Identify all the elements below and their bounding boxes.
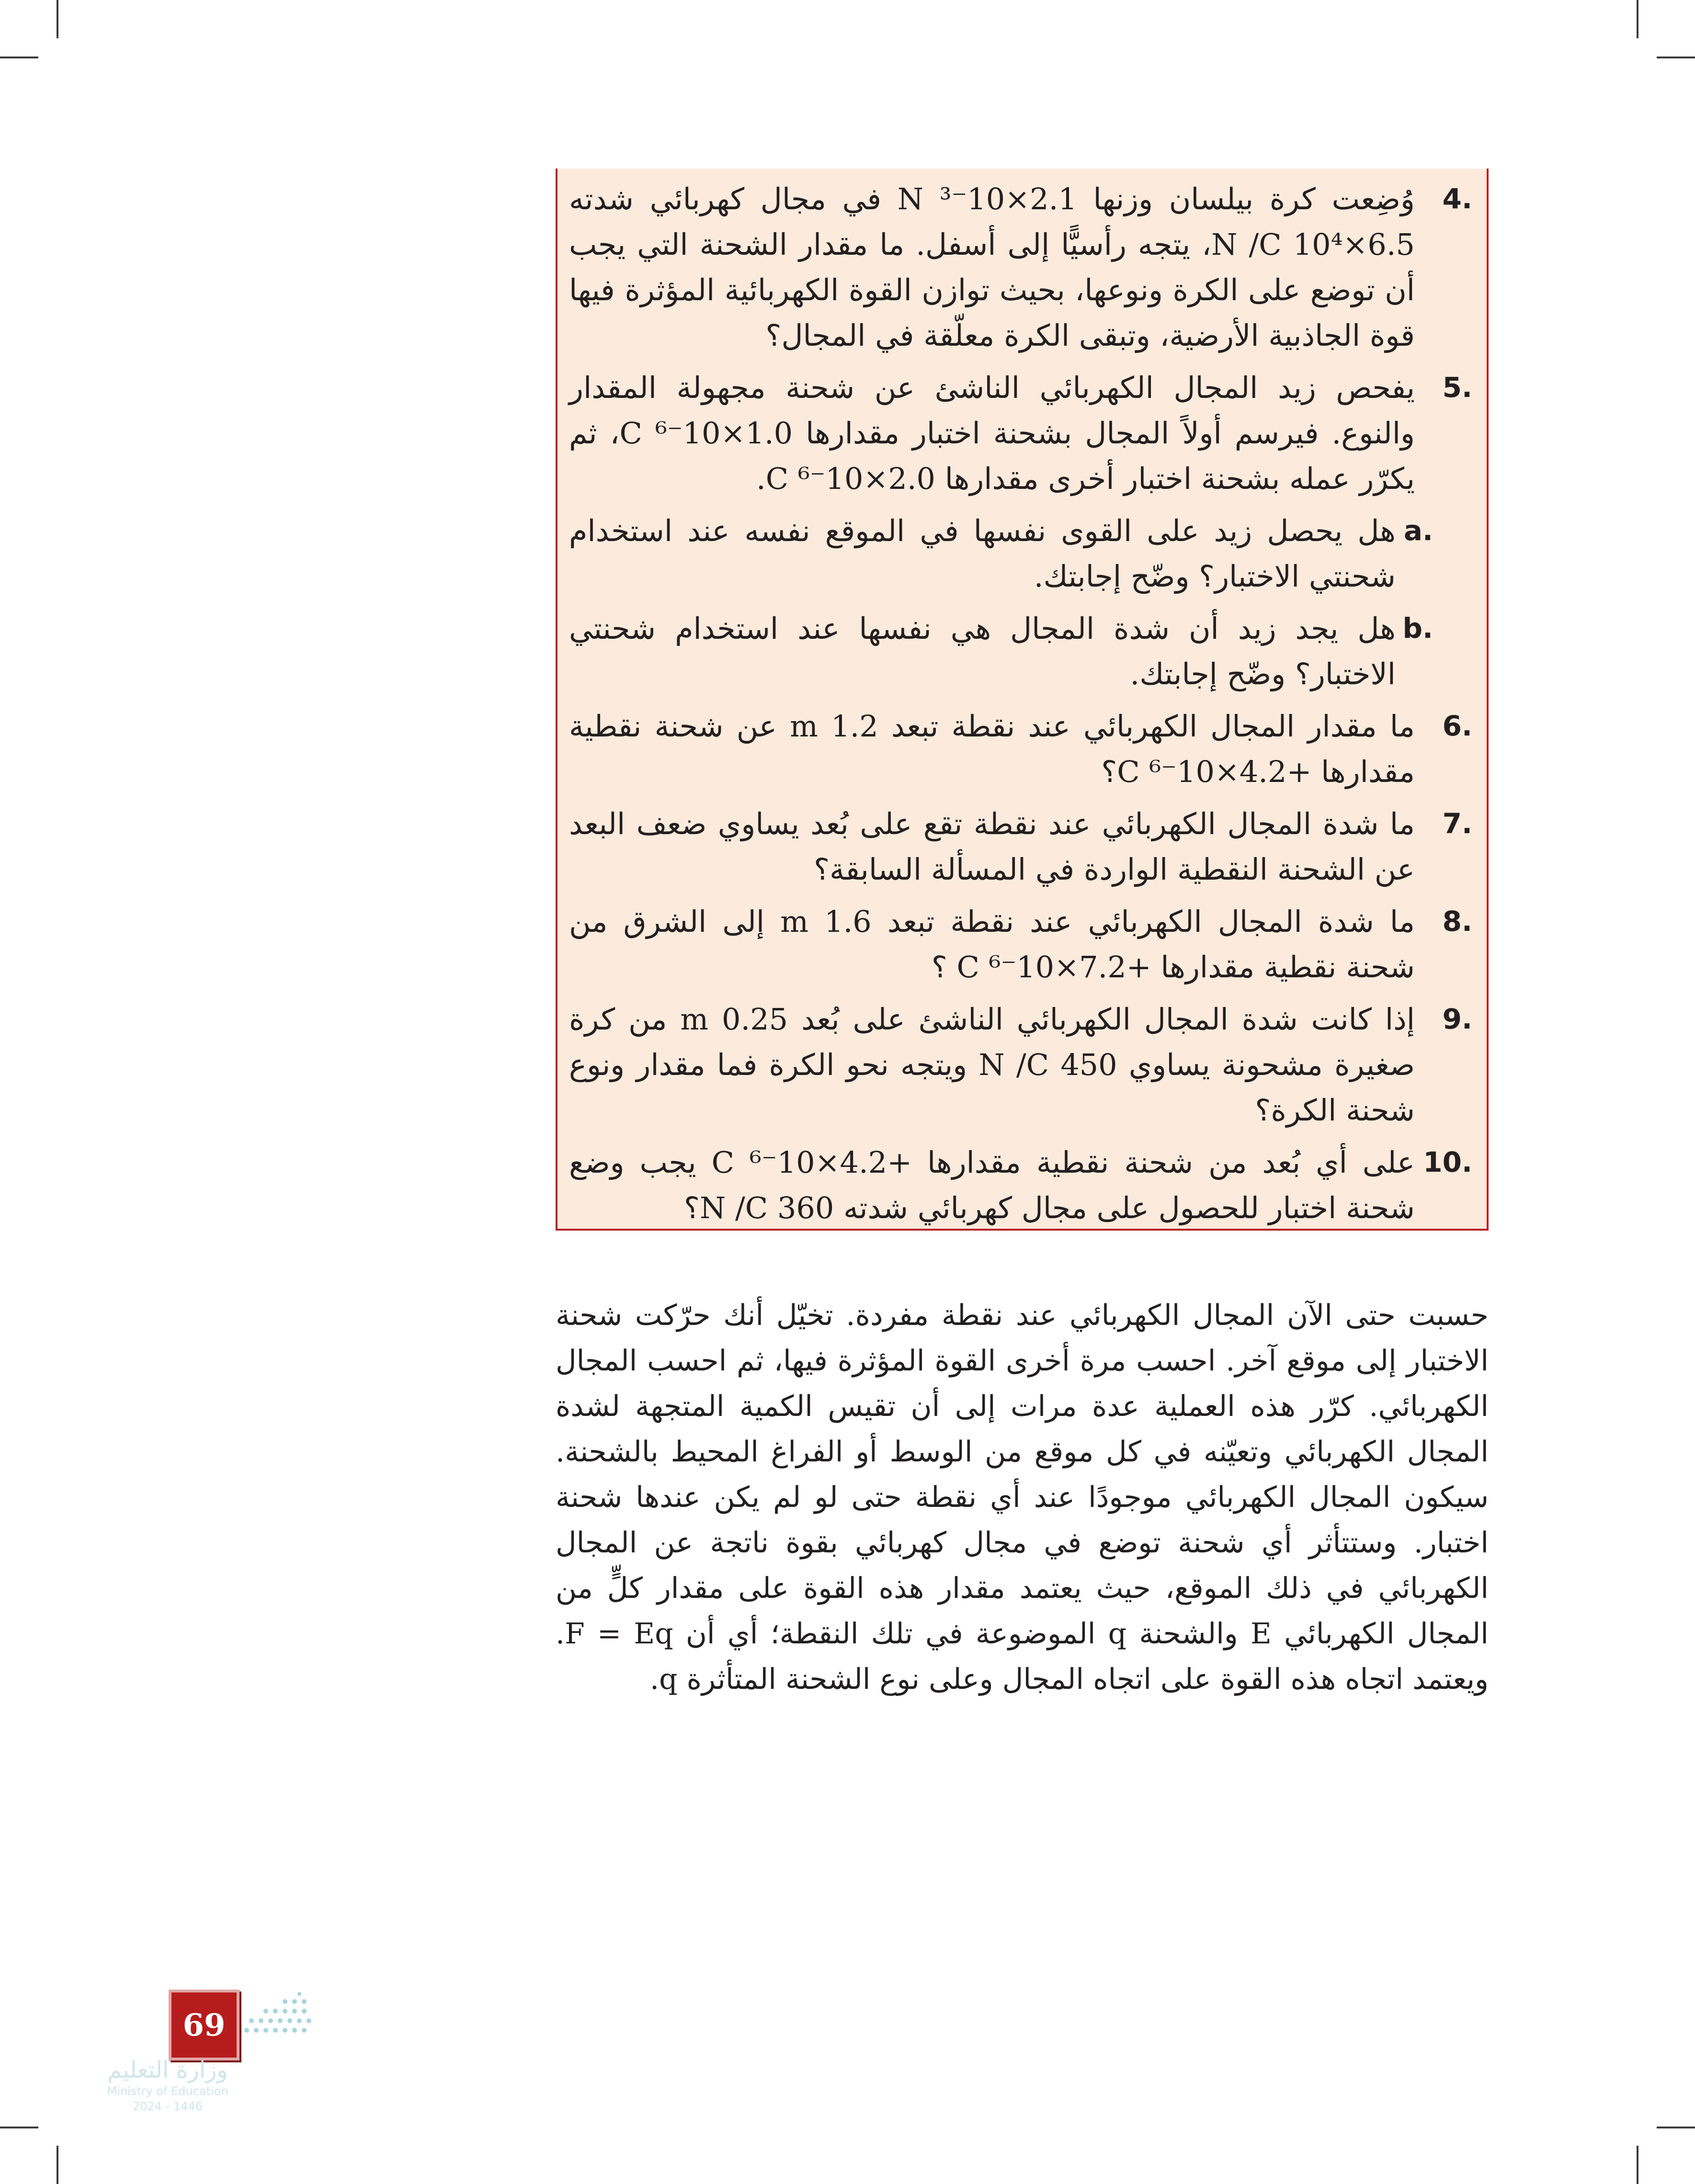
problem-number: 9. <box>1442 1003 1472 1035</box>
problem-number: 4. <box>1442 182 1472 215</box>
problem-number: 7. <box>1442 807 1472 840</box>
problem-item <box>569 176 1472 358</box>
crop-mark <box>57 2146 58 2184</box>
problem-text: وُضِعت كرة بيلسان وزنها 2.1×10⁻³ N في مجال كهربائي شدته 6.5×10⁴ N /C، يتجه رأسيًّا إلى أسفل. ما مقدار الشحنة التي يجب أن توضع على الكرة ونوعها، بحيث توازن القوة الكهربائية المؤثرة فيها قوة الجاذبية الأرضية، وتبقى الكرة معلّقة في المجال؟ <box>569 181 1415 353</box>
sub-problem-letter: a. <box>1403 514 1433 547</box>
problem-item <box>569 703 1472 794</box>
ministry-logo-dots-icon <box>242 1992 314 2040</box>
problem-number: 8. <box>1442 905 1472 938</box>
page-number: 69 <box>182 2007 226 2043</box>
ministry-name-english: Ministry of Education <box>107 2084 228 2098</box>
crop-mark <box>57 0 58 38</box>
body-paragraph <box>556 1293 1489 1702</box>
problem-text: ما شدة المجال الكهربائي عند نقطة تقع على بُعد يساوي ضعف البعد عن الشحنة النقطية الواردة في المسألة السابقة؟ <box>569 806 1415 887</box>
body-paragraph-text: حسبت حتى الآن المجال الكهربائي عند نقطة مفردة. تخيّل أنك حرّكت شحنة الاختبار إلى موقع آخر. احسب مرة أخرى القوة المؤثرة فيها، ثم احسب المجال الكهربائي. كرّر هذه العملية عدة مرات إلى أن تقيس الكمية المتجهة لشدة المجال الكهربائي وتعيّنه في كل موقع من الوسط أو الفراغ المحيط بالشحنة. سيكون المجال الكهربائي موجودًا عند أي نقطة حتى لو لم يكن عندها شحنة اختبار. وستتأثر أي شحنة توضع في مجال كهربائي بقوة ناتجة عن المجال الكهربائي في ذلك الموقع، حيث يعتمد مقدار هذه القوة على مقدار كلٍّ من المجال الكهربائي E والشحنة q الموضوعة في تلك النقطة؛ أي أن F = Eq. ويعتمد اتجاه هذه القوة على اتجاه المجال وعلى نوع الشحنة المتأثرة q. <box>556 1299 1489 1696</box>
crop-mark <box>1637 2146 1638 2184</box>
crop-mark <box>1637 0 1638 38</box>
crop-mark <box>1657 57 1695 58</box>
sub-problem-text: هل يحصل زيد على القوى نفسها في الموقع نفسه عند استخدام شحنتي الاختبار؟ وضّح إجابتك. <box>569 513 1396 594</box>
ministry-logo <box>91 2057 244 2114</box>
sub-problem-item <box>569 606 1433 697</box>
problem-text: يفحص زيد المجال الكهربائي الناشئ عن شحنة مجهولة المقدار والنوع. فيرسم أولاً المجال بشحنة اختبار مقدارها 1.0×10⁻⁶ C، ثم يكرّر عمله بشحنة اختبار أخرى مقدارها 2.0×10⁻⁶ C. <box>569 370 1415 496</box>
problem-number: 10. <box>1423 1146 1472 1178</box>
problem-item <box>569 365 1472 501</box>
problem-number: 5. <box>1442 371 1472 404</box>
edition-year: 2024 - 1446 <box>132 2100 203 2113</box>
problem-item <box>569 899 1472 990</box>
crop-mark <box>0 57 38 58</box>
problem-item <box>569 1140 1472 1231</box>
problem-text: ما مقدار المجال الكهربائي عند نقطة تبعد 1.2 m عن شحنة نقطية مقدارها +4.2×10⁻⁶ C؟ <box>569 709 1415 789</box>
practice-problems-box <box>556 169 1489 1231</box>
page-number-badge <box>169 1990 239 2060</box>
problem-item <box>569 996 1472 1133</box>
ministry-name-arabic: وزارة التعليم <box>107 2057 228 2083</box>
sub-problem-text: هل يجد زيد أن شدة المجال هي نفسها عند استخدام شحنتي الاختبار؟ وضّح إجابتك. <box>569 611 1396 691</box>
problem-text: على أي بُعد من شحنة نقطية مقدارها +4.2×10⁻⁶ C يجب وضع شحنة اختبار للحصول على مجال كهربائي شدته 360 N /C؟ <box>569 1145 1415 1225</box>
sub-problem-item <box>569 508 1433 599</box>
crop-mark <box>1657 2127 1695 2128</box>
problem-text: إذا كانت شدة المجال الكهربائي الناشئ على بُعد 0.25 m من كرة صغيرة مشحونة يساوي 450 N /C ويتجه نحو الكرة فما مقدار ونوع شحنة الكرة؟ <box>569 1002 1415 1128</box>
sub-problem-letter: b. <box>1402 612 1433 645</box>
crop-mark <box>0 2127 38 2128</box>
problem-item <box>569 801 1472 892</box>
problem-text: ما شدة المجال الكهربائي عند نقطة تبعد 1.6 m إلى الشرق من شحنة نقطية مقدارها +7.2×10⁻⁶ C ؟ <box>569 904 1415 984</box>
problem-number: 6. <box>1442 710 1472 742</box>
